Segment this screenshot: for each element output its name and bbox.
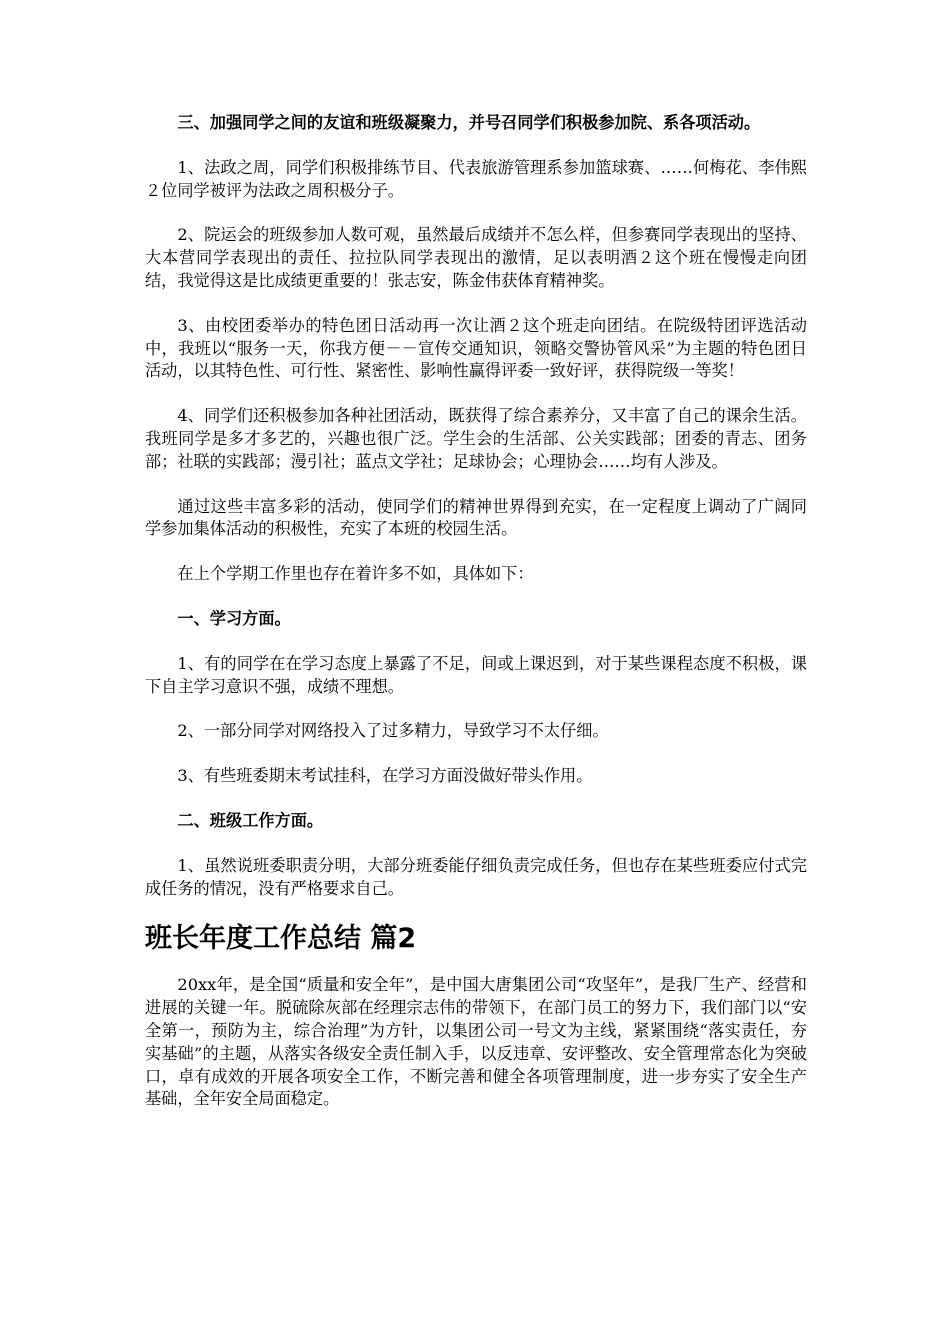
section-title: 班长年度工作总结 篇2 bbox=[145, 923, 417, 955]
paragraph-sports-meet: 2、院运会的班级参加人数可观，虽然最后成绩并不怎么样，但参赛同学表现出的坚持、大本营同学表现出的责任、拉拉队同学表现出的激情，足以表明酒２这个班在慢慢走向团结，我觉得这是比成绩更重要的！张志安，陈金伟获体育精神奖。 bbox=[145, 225, 807, 290]
paragraph-annual-safety: 20xx年，是全国“质量和安全年”，是中国大唐集团公司“攻坚年”，是我厂生产、经营和进展的关键一年。脱硫除灰部在经理宗志伟的带领下，在部门员工的努力下，我们部门以“安全第一，预防为主，综合治理”为方针，以集团公司一号文为主线，紧紧围绕“落实责任，夯实基础”的主题，从落实各级安全责任制入手，以反违章、安评整改、安全管理常态化为突破口，卓有成效的开展各项安全工作，不断完善和健全各项管理制度，进一步夯实了安全生产基础，全年安全局面稳定。 bbox=[145, 975, 807, 1109]
heading-class-work: 二、班级工作方面。 bbox=[177, 810, 324, 830]
paragraph-committee-duty: 1、虽然说班委职责分明，大部分班委能仔细负责完成任务，但也存在某些班委应付式完成任务的情况，没有严格要求自己。 bbox=[145, 855, 807, 898]
paragraph-league-day: 3、由校团委举办的特色团日活动再一次让酒２这个班走向团结。在院级特团评选活动中，我班以“服务一天，你我方便－－宣传交通知识，领略交警协管风采”为主题的特色团日活动，以其特色性、可行性、紧密性、影响性赢得评委一致好评，获得院级一等奖！ bbox=[145, 315, 807, 381]
paragraph-exam-fail: 3、有些班委期末考试挂科，在学习方面没做好带头作用。 bbox=[177, 766, 593, 786]
heading-strengthen-friendship: 三、加强同学之间的友谊和班级凝聚力，并号召同学们积极参加院、系各项活动。 bbox=[177, 113, 761, 132]
heading-study: 一、学习方面。 bbox=[177, 608, 291, 628]
paragraph-study-attitude: 1、有的同学在在学习态度上暴露了不足，间或上课迟到，对于某些课程态度不积极，课下自主学习意识不强，成绩不理想。 bbox=[145, 653, 807, 696]
paragraph-activity-summary: 通过这些丰富多彩的活动，使同学们的精神世界得到充实，在一定程度上调动了广阔同学参加集体活动的积极性，充实了本班的校园生活。 bbox=[145, 496, 807, 539]
paragraph-internet: 2、一部分同学对网络投入了过多精力，导致学习不太仔细。 bbox=[177, 721, 609, 741]
document-page bbox=[145, 112, 807, 1133]
paragraph-shortcomings-intro: 在上个学期工作里也存在着许多不如，具体如下： bbox=[177, 564, 534, 584]
paragraph-club-activities: 4、同学们还积极参加各种社团活动，既获得了综合素养分，又丰富了自己的课余生活。我班同学是多才多艺的，兴趣也很广泛。学生会的生活部、公关实践部；团委的青志、团务部；社联的实践部；漫引社；蓝点文学社；足球协会；心理协会……均有人涉及。 bbox=[145, 406, 807, 471]
paragraph-law-week: 1、法政之周，同学们积极排练节目、代表旅游管理系参加篮球赛、……何梅花、李伟熙２位同学被评为法政之周积极分子。 bbox=[145, 157, 807, 200]
